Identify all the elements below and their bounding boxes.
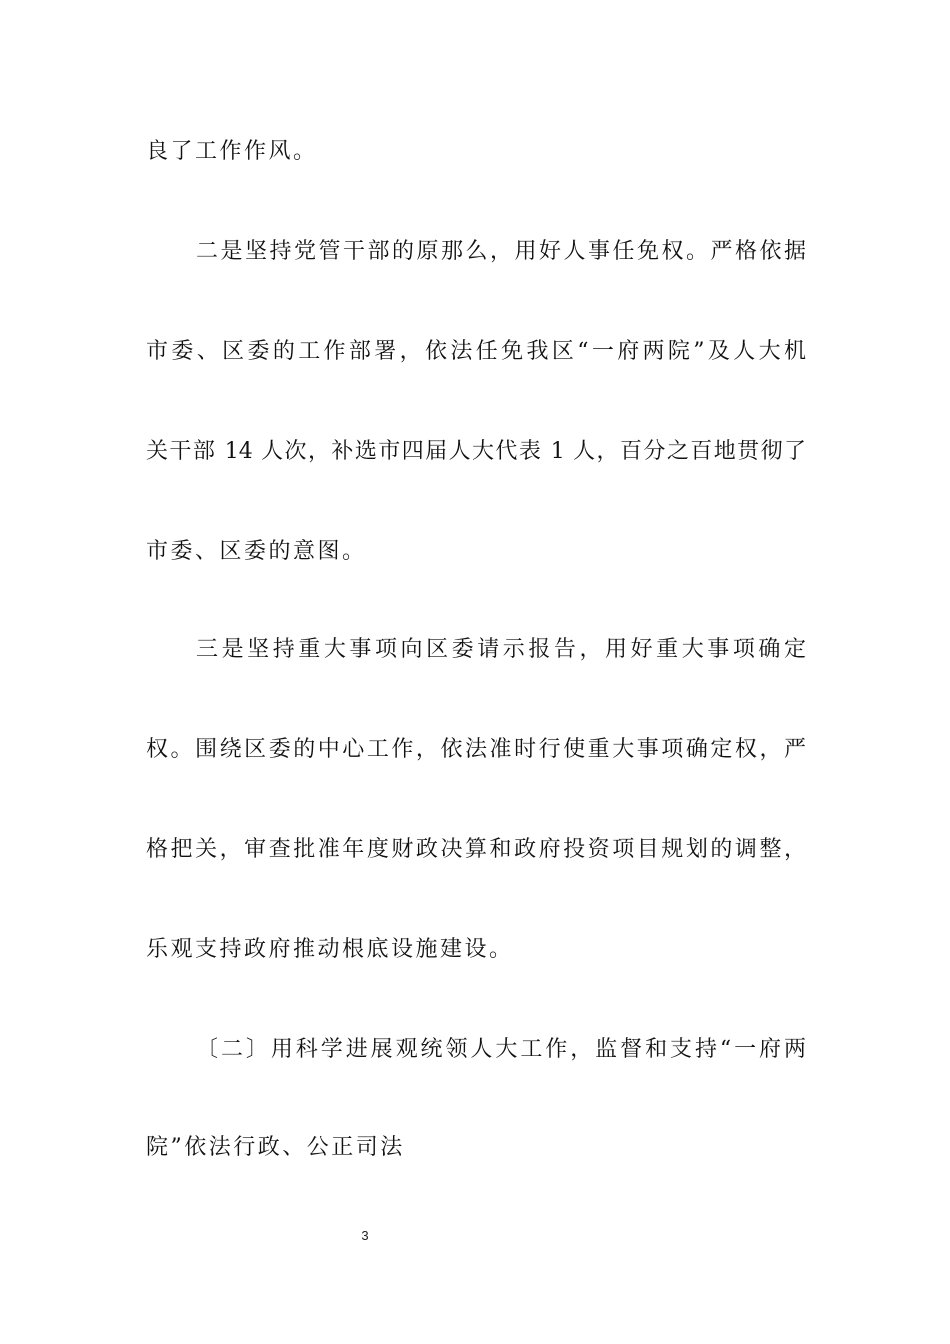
text-line-10: 〔二〕用科学进展观统领人大工作，监督和支持“一府两 bbox=[196, 1037, 806, 1062]
text-line-4: 关干部 14 人次，补选市四届人大代表 1 人，百分之百地贯彻了 bbox=[146, 439, 806, 464]
text-line-9: 乐观支持政府推动根底设施建设。 bbox=[146, 937, 514, 962]
text-line-11: 院”依法行政、公正司法 bbox=[146, 1135, 405, 1160]
text-line-5: 市委、区委的意图。 bbox=[146, 539, 367, 564]
text-line-6: 三是坚持重大事项向区委请示报告，用好重大事项确定 bbox=[196, 637, 806, 662]
text-line-7: 权。围绕区委的中心工作，依法准时行使重大事项确定权，严 bbox=[146, 737, 806, 762]
text-line-1: 良了工作作风。 bbox=[146, 139, 318, 164]
text-line-8: 格把关，审查批准年度财政决算和政府投资项目规划的调整， bbox=[146, 837, 806, 862]
text-line-2: 二是坚持党管干部的原那么，用好人事任免权。严格依据 bbox=[196, 239, 806, 264]
text-line-3: 市委、区委的工作部署，依法任免我区“一府两院”及人大机 bbox=[146, 339, 806, 364]
page-number: 3 bbox=[361, 1228, 369, 1243]
